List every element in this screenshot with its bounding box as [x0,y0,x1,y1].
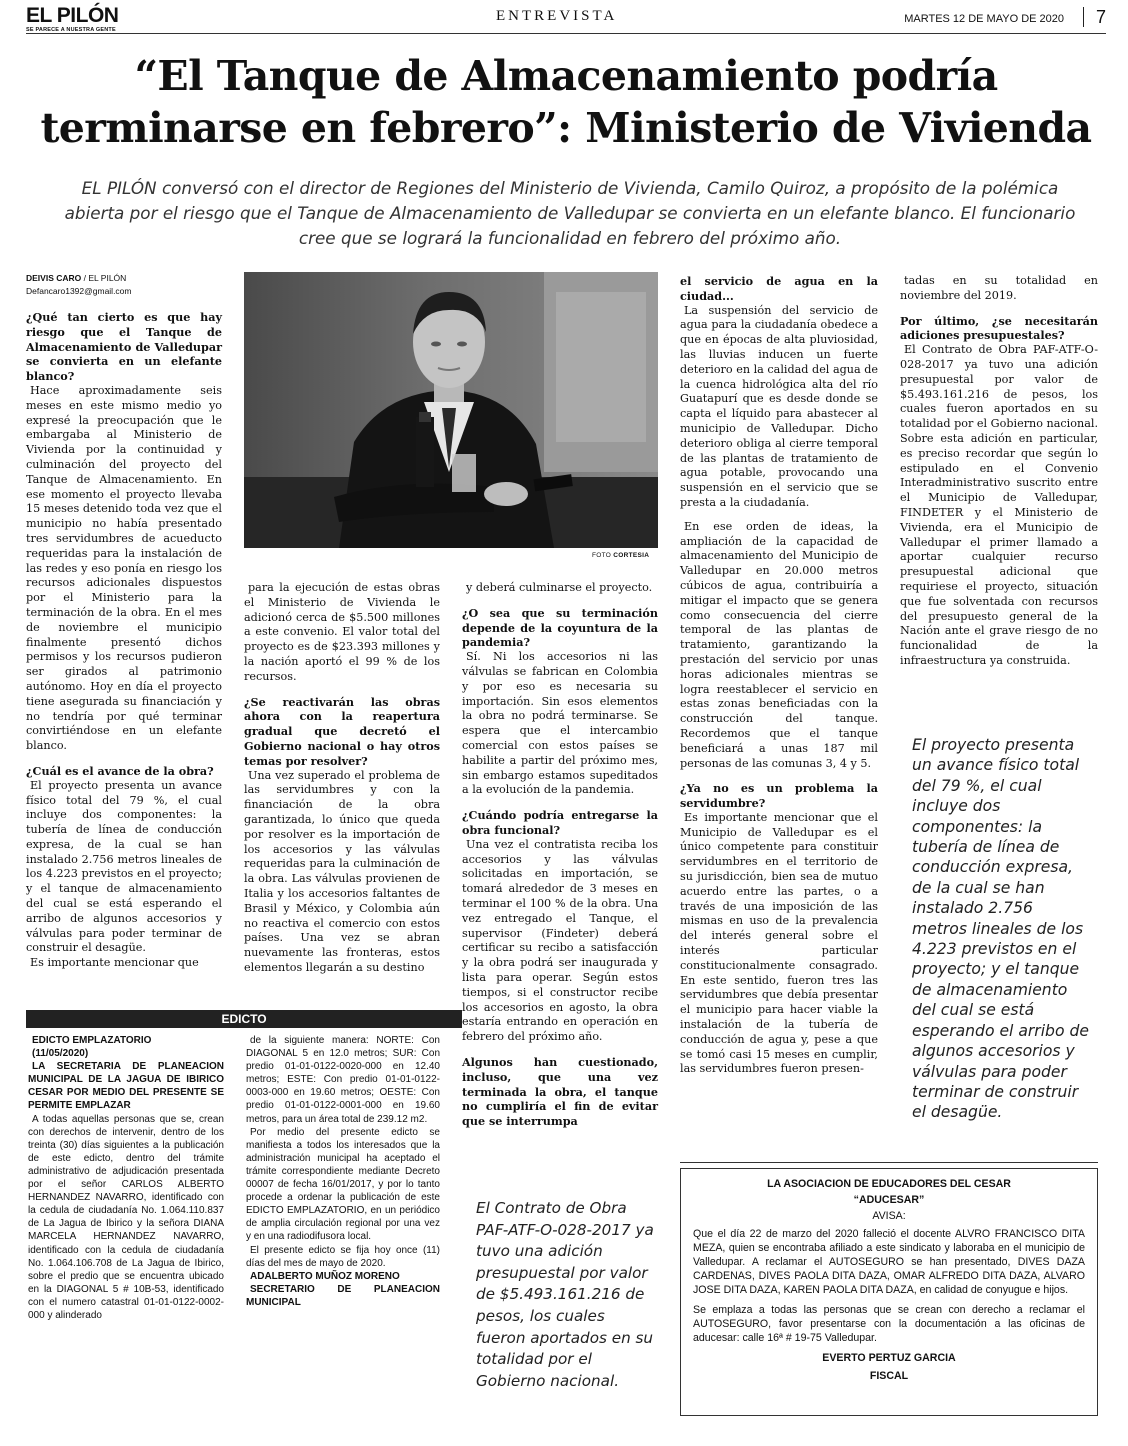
photo-credit-prefix: FOTO [592,552,612,559]
author-email[interactable]: Defancaro1392@gmail.com [26,286,132,296]
column-3-answer-1: y deberá culminarse el proyecto. [466,581,653,594]
photo-credit-name: CORTESIA [611,552,650,559]
notice-organization: LA ASOCIACION DE EDUCADORES DEL CESAR [767,1178,1011,1190]
answer-7: Es importante mencionar que el Municipio de Valledupar es el único competente para constituir servidumbres en el territorio de su jurisdicción, bien sea de mutuo acuerdo entre las partes, o a través de una imposición de las mismas en uso de la prevalencia del interés general sobre el interés particular constitucionalmente consagrado. En este sentido, fueron tres las servidumbres que debía presentar el municipio para hacer viable la instalación de la tubería de conducción de agua y, pese a que se tomó casi 15 meses en cumplir, las servidumbres fueron presen- [680,810,878,1076]
question-7: ¿Ya no es un problema la servidumbre? [680,781,878,811]
answer-5: Una vez el contratista reciba los accesorios y las válvulas solicitadas en importación, se tomará alrededor de 3 meses en terminar el 100 % de la obra. Una vez entregado el Tanque, el supervisor (Findeter) deberá certificar su recibo a satisfacción y la obra podrá ser inaugurada y lista para operar. Según estos tiempos, si el constructor recibe los accesorios en agosto, la obra estaría entrando en operación en febrero del próximo año. [462,837,658,1044]
headline-line-2: terminarse en febrero”: Ministerio de Vivienda [40,104,1092,152]
logo-tagline: SE PARECE A NUESTRA GENTE [26,27,116,33]
question-6: Algunos han cuestionado, incluso, que una vez terminada la obra, el tanque no cumpliría el fin de evitar que se interrumpa [462,1054,658,1129]
question-1: ¿Qué tan cierto es que hay riesgo que el Tanque de Almacenamiento de Valledupar se convierta en un elefante blanco? [26,310,222,384]
notice-acronym: “ADUCESAR” [853,1194,925,1206]
edicto-signer-title: SECRETARIO DE PLANEACION MUNICIPAL [246,1283,440,1308]
answer-2-continued: Es importante mencionar que [30,956,199,970]
headline [26,50,1106,154]
newspaper-logo[interactable]: EL PILÓN [26,4,119,27]
answer-2: El proyecto presenta un avance físico total del 79 %, el cual incluye dos componentes: la tubería de línea de conducción expresa, de la cual se han instalado 2.756 metros lineales de los 4.223 previstos en el proyecto; y el tanque de almacenamiento del cual se está esperando el arribo de algunos accesorios y válvulas para poder terminar de construir el desagüe. [26,778,222,955]
column-2-answer-1: para la ejecución de estas obras el Ministerio de Vivienda le adicionó cerca de $5.500 millones a este convenio. El valor total del proyecto es de $23.393 millones y la nación aportó el 99 % de los recursos. [244,581,440,683]
notice-signer-title: FISCAL [869,1370,909,1382]
question-2: ¿Cuál es el avance de la obra? [26,763,214,778]
lead-paragraph: EL PILÓN conversó con el director de Regiones del Ministerio de Vivienda, Camilo Quiroz, a propósito de la polémica abierta por el riesgo que el Tanque de Almacenamiento de Valledupar se convierta en un elefante blanco. El funcionario cree que se logrará la funcionalidad en febrero del próximo año. [64,178,1076,248]
aducesar-notice [680,1168,1098,1416]
answer-3: Una vez superado el problema de las servidumbres y con la financiación de la obra garantizada, lo único que queda por resolver es la importación de los accesorios y las válvulas requeridas para la culminación de la obra. Las válvulas provienen de Italia y los accesorios faltantes de Brasil y México, y Colombia aún no reactiva el comercio con estos países. Una vez se abran nuevamente las fronteras, estos elementos llegarán a su destino [244,768,440,974]
notice-paragraph-1: Que el día 22 de marzo del 2020 falleció el docente ALVRO FRANCISCO DITA MEZA, quien se encontraba afiliado a este sindicato y laboraba en el municipio de Valledupar. A reclamar el AUTOSEGURO se han presentado, DIVES DAZA CARDENAS, DIVES PAOLA DITA DAZA, OMAR ALFREDO DITA DAZA, ALVARO JOSE DITA DAZA, KAREN PAOLA DITA DAZA, en calidad de conyugue e hijos. [693,1228,1085,1296]
column-5-answer-1: tadas en su totalidad en noviembre del 2019. [900,274,1098,302]
article-column-4 [680,274,878,1077]
author-outlet: / EL PILÓN [81,273,127,283]
answer-4: Sí. Ni los accesorios ni las válvulas se fabrican en Colombia y por eso es necesaria su importación. Sin esos elementos la obra no podrá terminarse. Se espera que el intercambio comercial con estos países se habilite a partir del próximo mes, sin embargo estamos supeditados a la evolución de la pandemia. [462,650,658,797]
question-8: Por último, ¿se necesitarán adiciones presupuestales? [900,313,1098,343]
byline [26,272,126,284]
photo-credit [592,552,649,559]
author-name: DEIVIS CARO [26,273,82,283]
headline-line-1: “El Tanque de Almacenamiento podría [134,52,998,100]
question-6-continued: el servicio de agua en la ciudad... [680,274,878,303]
notice-paragraph-2: Se emplaza a todas las personas que se crean con derecho a reclamar el AUTOSEGURO, favor presentarse con la documentación a las oficinas de aducesar: calle 16ª # 19-75 Valledupar. [693,1304,1085,1344]
edicto-paragraph-1: A todas aquellas personas que se, crean con derechos de intervenir, dentro de los treinta (30) días siguientes a la publicación de este edicto, dentro del trámite administrativo de adjudicación presentada por el señor CARLOS ALBERTO HERNANDEZ NAVARRO, identificado con la cedula de ciudadanía No. 1.064.110.837 de La Jagua de Ibirico y la señora DIANA MARCELA HERNANDEZ NAVARRO, identificado con la cedula de ciudadanía No. 1.064.106.708 de La Jagua de Ibirico, sobre el predio que se encuentra ubicado en la DIAGONAL 5 # 10B-53, identificado con el numero catastral 01-01-0122-0002-000 y alinderado [28,1113,224,1321]
edicto-signer: ADALBERTO MUÑOZ MORENO [250,1270,400,1282]
question-3: ¿Se reactivarán las obras ahora con la reapertura gradual que decretó el Gobierno nacional o hay otros temas por resolver? [244,694,440,768]
article-column-2 [244,581,440,976]
edicto-date: (11/05/2020) [32,1048,89,1060]
answer-8: El Contrato de Obra PAF-ATF-O-028-2017 ya tuvo una adición presupuestal por valor de $5.493.161.216 de pesos, los cuales fueron aportados en su totalidad por el Gobierno nacional. Sobre esta adición en particular, es preciso recordar que según lo estipulado en el Convenio Interadministrativo suscrito entre el Municipio de Valledupar, FINDETER y el Ministerio de Vivienda, era el Municipio de Valledupar el primer llamado a aportar cualquier recurso presupuestal adicional que requiriese el proyecto, situación que fue solventada con recursos del presupuesto general de la Nación ante el grave riesgo de no funcionalidad de la infraestructura ya construida. [900,343,1098,667]
edicto-title: EDICTO EMPLAZATORIO [32,1035,152,1046]
edicto-column-1 [28,1034,224,1322]
article-column-5 [900,274,1098,669]
issue-date: MARTES 12 DE MAYO DE 2020 [904,13,1064,25]
pull-quote-right: El proyecto presenta un avance físico total del 79 %, el cual incluye dos componentes: la tubería de línea de conducción expresa, de la cual se han instalado 2.756 metros lineales de los 4.223 previstos en el proyecto; y el tanque de almacenamiento del cual se está esperando el arribo de algunos accesorios y válvulas para poder terminar de construir el desagüe. [912,736,1089,1122]
notice-signer: EVERTO PERTUZ GARCIA [822,1352,956,1364]
edicto-heading: LA SECRETARIA DE PLANEACION MUNICIPAL DE LA JAGUA DE IBIRICO CESAR POR MEDIO DEL PRESENTE SE PERMITE EMPLAZAR [28,1061,224,1112]
header-rule [26,33,1106,34]
interview-photo [244,272,658,548]
answer-1: Hace aproximadamente seis meses en este mismo medio yo expresé la preocupación que le embargaba al Ministerio de Vivienda por la continuidad y culminación del proyecto del Tanque de Almacenamiento. En ese momento el proyecto llevaba 15 meses detenido toda vez que el municipio no había presentado tres servidumbres de acueducto requeridas para la instalación de las redes y eso ponía en riesgo los recursos adicionales dispuestos por el Ministerio para la terminación de la obra. En el mes de noviembre el municipio finalmente presentó dichos permisos y los recursos pudieron ser girados al patrimonio autónomo. Hoy en día el proyecto tiene asegurada su financiación y no tendría por qué terminar convirtiéndose en un elefante blanco. [26,383,222,753]
article-column-1 [26,310,222,971]
edicto-paragraph-3: Por medio del presente edicto se manifiesta a todos los interesados que la administración municipal ha aceptado el trámite correspondiente mediante Decreto 00007 de fecha 16/01/2017, y por lo tanto procede a ordenar la publicación de este EDICTO EMPLAZATORIO, en un periódico de amplia circulación regional por una vez y en una radiodifusora local. [246,1126,440,1243]
page-number: 7 [1083,7,1106,27]
answer-6-continued: En ese orden de ideas, la ampliación de la capacidad de almacenamiento del Municipio de Valledupar en 20.000 metros cúbicos de agua, contribuiría a mitigar el impacto que se genera como consecuencia del cierre temporal de las plantas de tratamiento, garantizando la prestación del servicio por unas horas adicionales mientras se logra reestablecer el servicio en estas zonas beneficiadas con la construcción del tanque. Recordemos que el tanque beneficiará a unas 187 mil personas de las comunas 3, 4 y 5. [680,519,878,770]
article-column-3 [462,581,658,1129]
edicto-paragraph-4: El presente edicto se fija hoy once (11) días del mes de mayo de 2020. [246,1244,440,1269]
notice-avisa: AVISA: [872,1210,906,1222]
pull-quote-bottom: El Contrato de Obra PAF-ATF-O-028-2017 ya tuvo una adición presupuestal por valor de $5.493.161.216 de pesos, los cuales fueron aportados en su totalidad por el Gobierno nacional. [476,1199,654,1390]
section-label: ENTREVISTA [496,8,618,24]
edicto-paragraph-2: de la siguiente manera: NORTE: Con DIAGONAL 5 en 12.0 metros; SUR: Con predio 01-01-0122-0020-000 en 12.40 metros; ESTE: Con predio 01-01-0122-0003-000 en 19.60 metros; OESTE: Con predio 01-01-0122-0001-000 en 19.60 metros, para un área total de 239.12 m2. [246,1035,440,1125]
answer-6: La suspensión del servicio de agua para la ciudadanía obedece a que en épocas de alta pluviosidad, las lluvias inducen un fuerte deterioro en la calidad del agua de la cuenca hidrológica alta del río Guatapurí que es desde donde se capta el líquido para abastecer al municipio de Valledupar. Dicho deterioro obliga al cierre temporal de las plantas de tratamiento de agua potable, provocando una suspensión en el servicio que se presta a la ciudadanía. [680,303,878,509]
question-5: ¿Cuándo podría entregarse la obra funcional? [462,808,658,837]
portrait-illustration [244,272,658,548]
masthead [26,6,1106,36]
question-4: ¿O sea que su terminación depende de la coyuntura de la pandemia? [462,605,658,650]
edicto-column-2 [246,1034,440,1309]
edicto-header-bar: EDICTO [26,1010,462,1028]
notice-top-rule [680,1162,1098,1163]
